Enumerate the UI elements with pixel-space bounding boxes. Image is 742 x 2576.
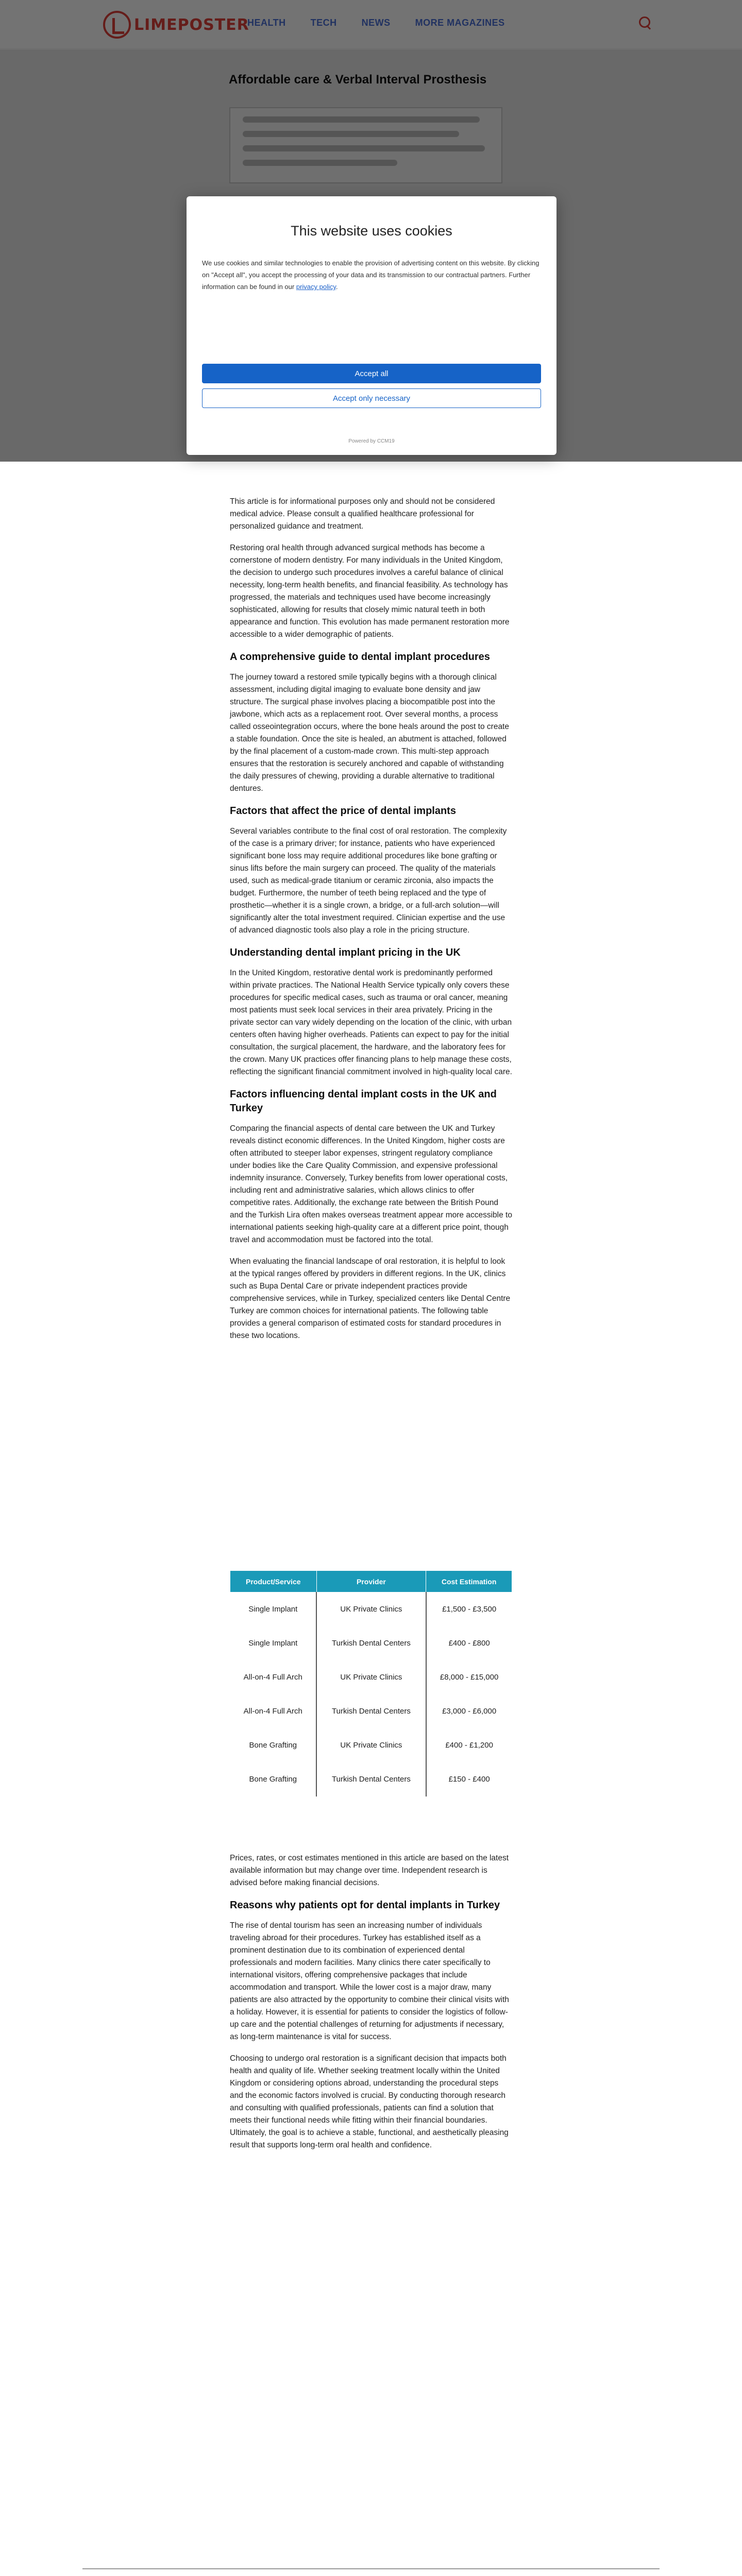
- conclusion-paragraph: Choosing to undergo oral restoration is a significant decision that impacts both health and quality of life. Whether seeking treatment locally within the United Kingdom or considering options abroad, understanding the procedural steps and the economic factors involved is crucial. By conducting thorough research and consulting with qualified professionals, patients can find a solution that meets their functional needs while fitting within their financial boundaries. Ultimately, the goal is to achieve a stable, functional, and aesthetically pleasing result that supports long-term oral health and confidence.: [230, 2054, 509, 2149]
- column-header: Product/Service: [230, 1571, 317, 1592]
- table-cell: £3,000 - £6,000: [442, 1706, 497, 1716]
- table-row: [230, 1592, 512, 1626]
- price-disclaimer-paragraph: Prices, rates, or cost estimates mentioned in this article are based on the latest available information but may change over time. Independent research is advised before making financial decisions.: [230, 1854, 509, 1887]
- column-header: Provider: [316, 1571, 426, 1592]
- section-heading-factors: Factors that affect the price of dental implants: [230, 805, 456, 817]
- content-divider: [82, 2568, 660, 2569]
- table-header-row: [230, 1571, 512, 1592]
- uk-turkey-paragraph: Comparing the financial aspects of dental care between the UK and Turkey reveals distinct economic differences. In the United Kingdom, higher costs are often attributed to steeper labor expenses, stringent regulatory compliance under bodies like the Care Quality Commission, and expensive professional indemnity insurance. Conversely, Turkey benefits from lower operational costs, including rent and administrative salaries, which allows clinics to offer competitive rates. Additionally, the exchange rate between the British Pound and the Turkish Lira often makes overseas treatment appear more accessible to international patients seeking high-quality care at a different price point, though travel and accommodation must be factored into the total.: [230, 1124, 512, 1244]
- guide-paragraph: The journey toward a restored smile typically begins with a thorough clinical assessment, including digital imaging to evaluate bone density and jaw structure. The surgical phase involves placing a biocompatible post into the jawbone, which acts as a replacement root. Over several months, a process called osseointegration occurs, where the bone heals around the post to create a stable foundation. Once the site is healed, an abutment is attached, followed by the final placement of a custom-made crown. This multi-step approach ensures that the restoration is securely anchored and capable of withstanding the daily pressures of chewing, providing a durable alternative to traditional dentures.: [230, 673, 509, 793]
- section-heading-uk-turkey: Factors influencing dental implant costs in the UK and Turkey: [230, 1089, 497, 1114]
- table-cell: All-on-4 Full Arch: [230, 1694, 317, 1728]
- accept-all-button[interactable]: Accept all: [202, 364, 541, 383]
- table-row: [230, 1626, 512, 1660]
- intro-paragraph: Restoring oral health through advanced surgical methods has become a cornerstone of modern dentistry. For many individuals in the United Kingdom, the decision to undergo such procedures involves a careful balance of clinical necessity, long-term health benefits, and financial feasibility. As technology has progressed, the materials and techniques used have become increasingly sophisticated, allowing for results that closely mimic natural teeth in both appearance and function. This evolution has made permanent restoration more accessible to a wider demographic of patients.: [230, 544, 510, 639]
- factors-paragraph: Several variables contribute to the final cost of oral restoration. The complexity of the case is a primary driver; for instance, patients who have experienced significant bone loss may require additional procedures like bone grafting or sinus lifts before the main surgery can proceed. The quality of the materials used, such as medical-grade titanium or ceramic zirconia, also impacts the budget. Furthermore, the number of teeth being replaced and the type of prosthetic—whether it is a single crown, a bridge, or a full-arch solution—will significantly alter the total investment required. Clinician expertise and the use of advanced diagnostic tools also play a role in the pricing structure.: [230, 827, 507, 935]
- cookie-text: We use cookies and similar technologies to enable the provision of advertising content on this website. By clicking on "Accept all", you accept the processing of your data and its transmission to our contractual partners. Further information can be found in our: [202, 259, 539, 291]
- cookie-dialog-text: [202, 257, 547, 293]
- table-cell: £8,000 - £15,000: [440, 1672, 499, 1682]
- uk-pricing-paragraph: In the United Kingdom, restorative dental work is predominantly performed within private practices. The National Health Service typically only covers these procedures for specific medical cases, such as trauma or oral cancer, meaning most patients must seek local services in their area privately. Pricing in the private sector can vary widely depending on the location of the clinic, with urban centers often having higher overheads. Patients can expect to pay for the initial consultation, the surgical placement, the hardware, and the laboratory fees for the crown. Many UK practices offer financing plans to help manage these costs, reflecting the significant financial commitment involved in high-quality local care.: [230, 969, 512, 1076]
- table-cell: £1,500 - £3,500: [442, 1604, 497, 1614]
- table-cell: £400 - £800: [448, 1638, 490, 1648]
- cookie-dialog-title: This website uses cookies: [291, 223, 452, 239]
- table-row: [230, 1694, 512, 1728]
- table-cell: Turkish Dental Centers: [316, 1694, 426, 1728]
- privacy-policy-link[interactable]: privacy policy: [296, 283, 336, 291]
- cookie-text-end: .: [335, 283, 338, 291]
- table-row: [230, 1660, 512, 1694]
- column-header: Cost Estimation: [426, 1571, 512, 1592]
- powered-by-label: Powered by CCM19: [348, 438, 395, 444]
- table-row: [230, 1728, 512, 1762]
- table-cell: All-on-4 Full Arch: [230, 1660, 317, 1694]
- article-body-continued: [230, 1852, 513, 2161]
- turkey-paragraph: The rise of dental tourism has seen an increasing number of individuals traveling abroad for their procedures. Turkey has established itself as a prominent destination due to its combination of experienced dental professionals and modern facilities. Many clinics there cater specifically to international visitors, offering comprehensive packages that include accommodation and transport. While the lower cost is a major draw, many patients are also attracted by the opportunity to combine their clinical visits with a holiday. However, it is essential for patients to consider the logistics of follow-up care and the potential challenges of returning for adjustments if necessary, as long-term maintenance is vital for success.: [230, 1921, 509, 2041]
- table-cell: £400 - £1,200: [445, 1740, 493, 1750]
- disclaimer-paragraph: This article is for informational purposes only and should not be considered medical advice. Please consult a qualified healthcare professional for personalized guidance and treatment.: [230, 497, 495, 531]
- article-body: [230, 496, 513, 1351]
- table-cell: Turkish Dental Centers: [316, 1626, 426, 1660]
- comparison-intro-paragraph: When evaluating the financial landscape of oral restoration, it is helpful to look at the typical ranges offered by providers in different regions. In the UK, clinics such as Bupa Dental Care or private independent practices provide comprehensive services, while in Turkey, specialized centers like Dental Centre Turkey are common choices for international patients. The following table provides a general comparison of estimated costs for standard procedures in these two locations.: [230, 1257, 511, 1340]
- table-cell: Bone Grafting: [230, 1762, 317, 1797]
- accept-necessary-button[interactable]: Accept only necessary: [202, 388, 541, 408]
- table-cell: Bone Grafting: [230, 1728, 317, 1762]
- section-heading-turkey: Reasons why patients opt for dental implants in Turkey: [230, 1900, 500, 1911]
- cookie-dialog: [187, 196, 556, 455]
- table-cell: Single Implant: [230, 1592, 317, 1626]
- cost-table: [230, 1570, 512, 1797]
- section-heading-uk-pricing: Understanding dental implant pricing in the UK: [230, 947, 461, 958]
- section-heading-guide: A comprehensive guide to dental implant procedures: [230, 651, 490, 663]
- table-cell: UK Private Clinics: [316, 1728, 426, 1762]
- table-cell: Turkish Dental Centers: [316, 1762, 426, 1797]
- table-cell: UK Private Clinics: [316, 1660, 426, 1694]
- table-row: [230, 1762, 512, 1797]
- table-cell: UK Private Clinics: [316, 1592, 426, 1626]
- table-cell: £150 - £400: [448, 1774, 490, 1784]
- table-cell: Single Implant: [230, 1626, 317, 1660]
